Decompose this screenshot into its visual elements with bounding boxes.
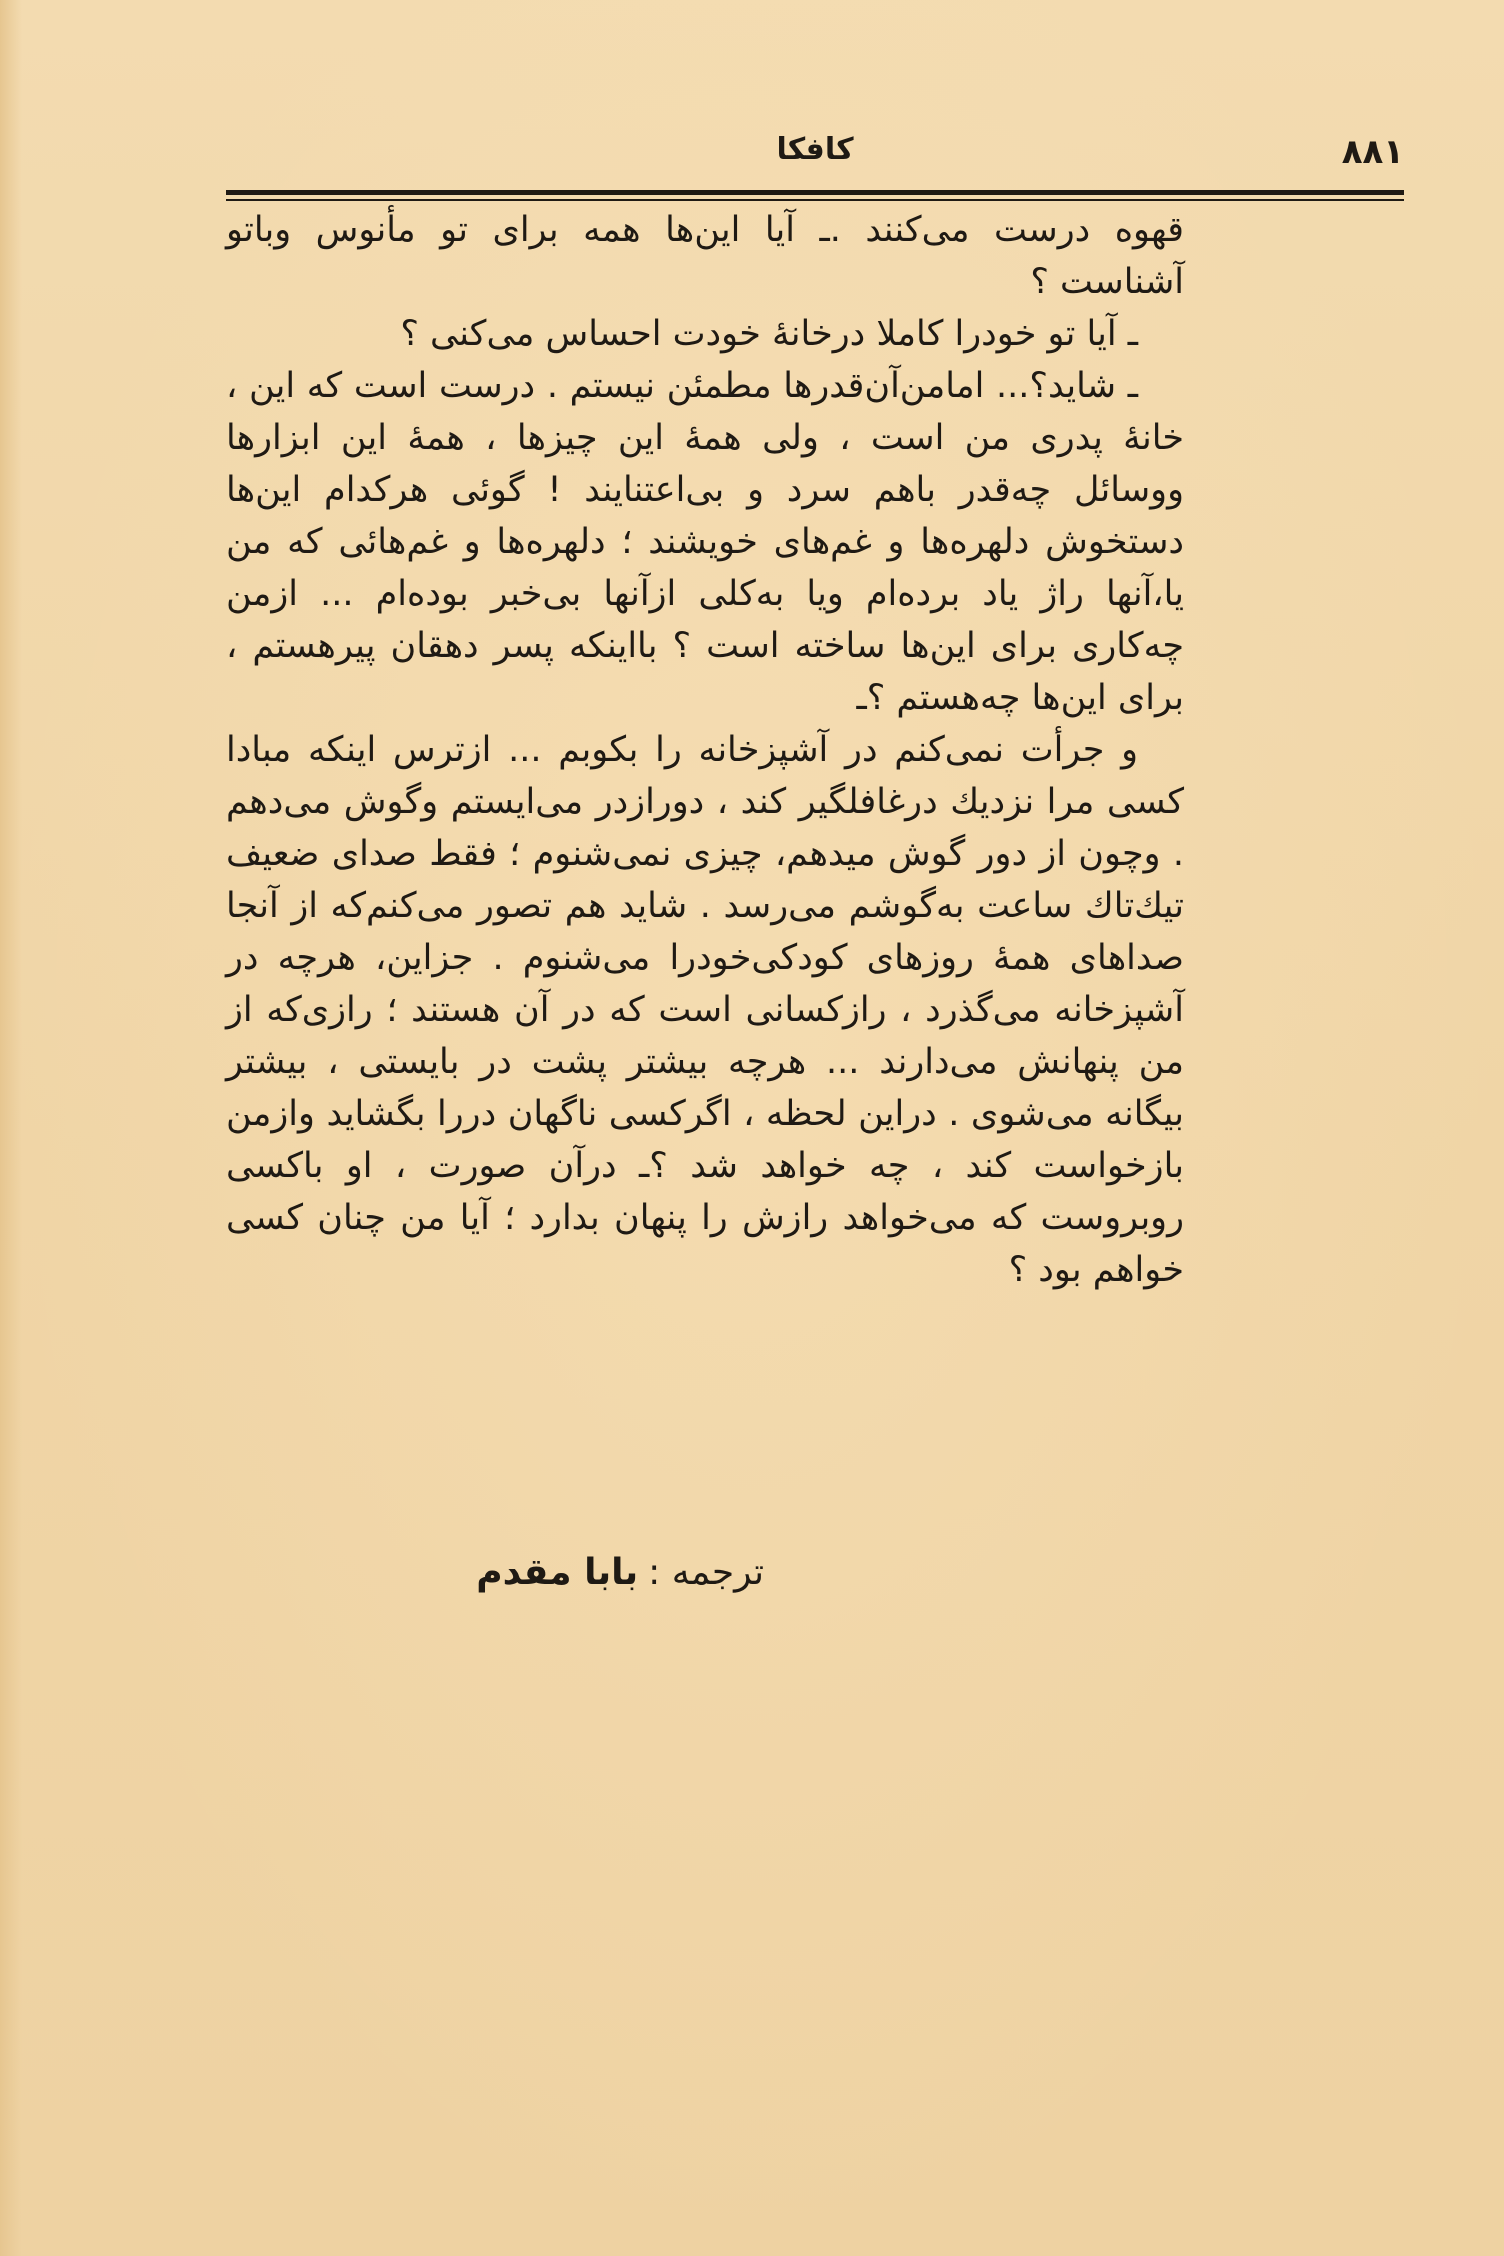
paragraph-3: ـ شاید؟... امامن‌آن‌قدرها مطمئن نیستم . درست است که این ، خانهٔ پدری من است ، ولی همهٔ این چیزها ، همهٔ این ابزارها ووسائل چه‌قدر باهم سرد و بی‌اعتنایند ! گوئی هرکدام این‌ها دستخوش دلهره‌ها و غم‌های خویشند ؛ دلهره‌ها و غم‌هائی که من یا،آنها راژ یاد برده‌ام ویا به‌کلی ازآنها بی‌خبر بوده‌ام ... ازمن چه‌کاری برای این‌ها ساخته است ؟ بااینکه پسر دهقان پیرهستم ، برای این‌ها چه‌هستم ؟ـ <box>226 366 1184 718</box>
running-head: کافکا <box>776 132 854 167</box>
paragraph-4: و جرأت نمی‌کنم در آشپزخانه را بکوبم ... ازترس اینکه مبادا کسی مرا نزدیك درغافلگیر کند ، دورازدر می‌ایستم وگوش می‌دهم . وچون از دور گوش میدهم، چیزی نمی‌شنوم ؛ فقط صدای ضعیف تیك‌تاك ساعت به‌گوشم می‌رسد . شاید هم تصور می‌کنم‌که از آنجا صداهای همهٔ روزهای کودکی‌خودرا می‌شنوم . جزاین، هرچه در آشپزخانه می‌گذرد ، رازکسانی است که در آن هستند ؛ رازی‌که از من پنهانش می‌دارند ... هرچه بیشتر پشت در بایستی ، بیشتر بیگانه می‌شوی . دراین لحظه ، اگرکسی ناگهان دررا بگشاید وازمن بازخواست کند ، چه خواهد شد ؟ـ درآن صورت ، او باکسی روبروست که می‌خواهد رازش را پنهان بدارد ؛ آیا من چنان کسی خواهم بود ؟ <box>226 730 1184 1290</box>
translator-name: بابا مقدم <box>476 1552 639 1593</box>
header-rule-thick <box>226 190 1404 195</box>
page-header <box>226 128 1404 184</box>
paragraph-1: قهوه درست می‌کنند .ـ آیا این‌ها همه برای تو مأنوس وباتو آشناست ؟ <box>226 210 1184 302</box>
translator-credit <box>476 1552 764 1593</box>
credit-label: ترجمه : <box>648 1552 764 1593</box>
paragraph-2: ـ آیا تو خودرا کاملا درخانهٔ خودت احساس می‌کنی ؟ <box>400 314 1138 354</box>
page-edge-shadow <box>0 0 22 2256</box>
body-text <box>226 204 1184 1296</box>
header-rule-thin <box>226 199 1404 201</box>
page-number: ۱۸۸ <box>1341 132 1404 172</box>
